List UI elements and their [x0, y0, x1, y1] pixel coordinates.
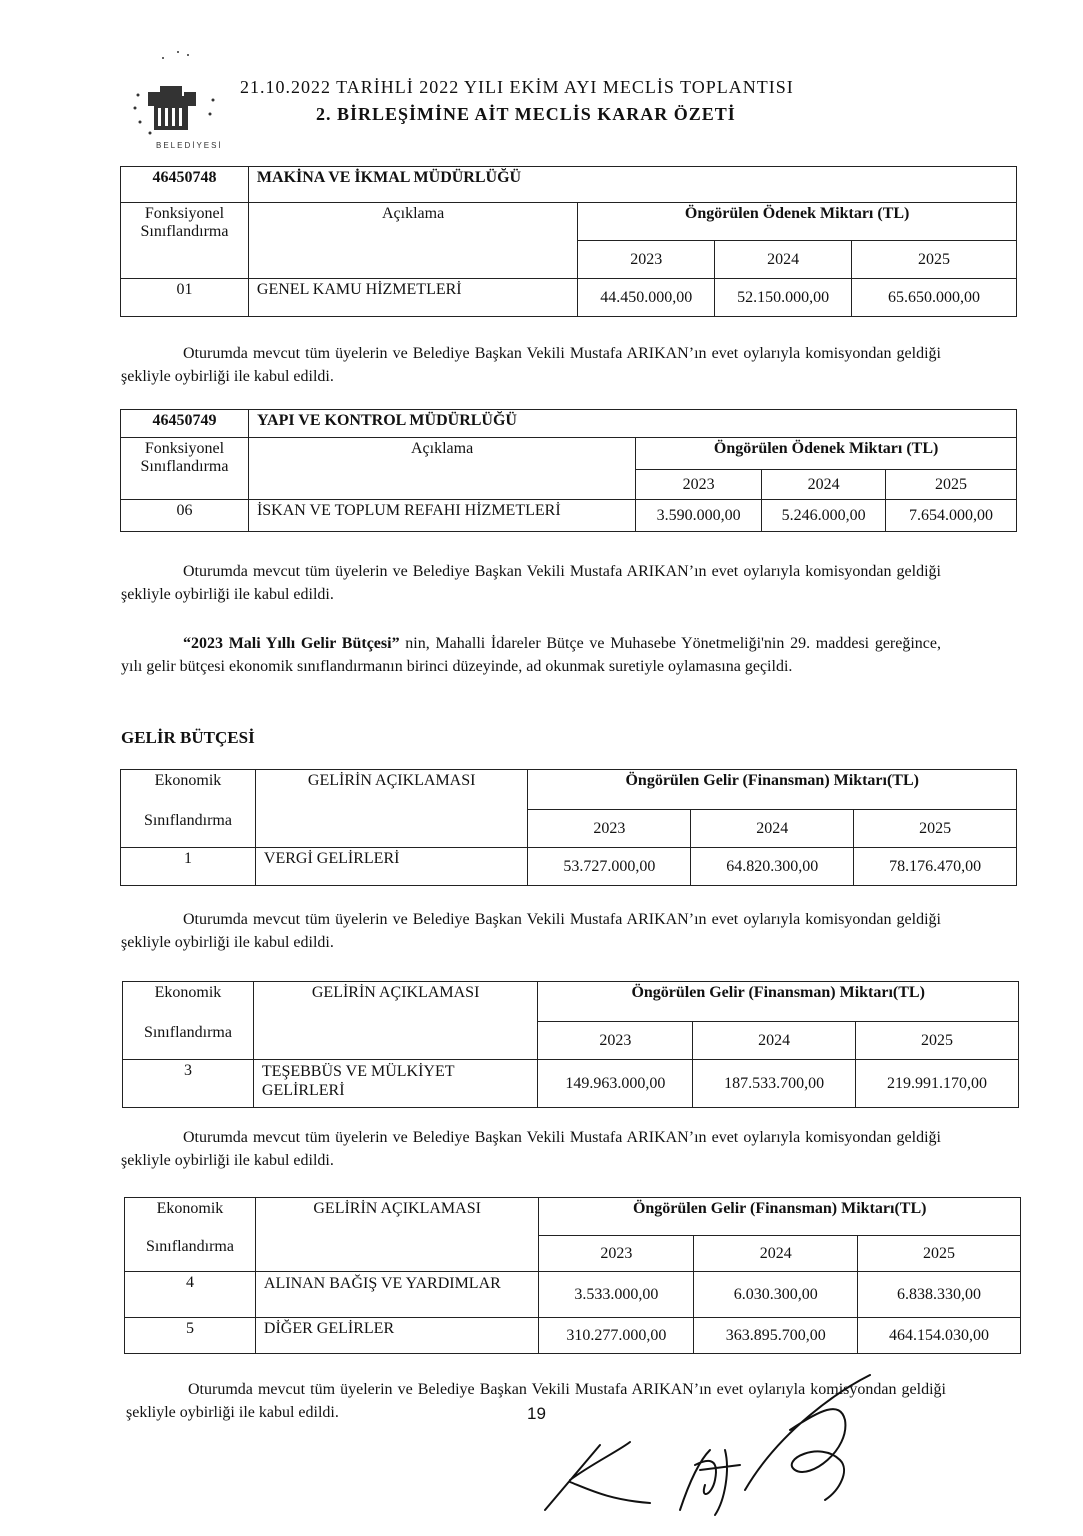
unit-title: YAPI VE KONTROL MÜDÜRLÜĞÜ: [248, 410, 1016, 438]
unit-code: 46450748: [121, 167, 249, 203]
section-title: GELİR BÜTÇESİ: [121, 728, 255, 747]
year-header: 2025: [854, 810, 1017, 848]
header-line-1: 21.10.2022 TARİHLİ 2022 YILI EKİM AYI MECLİS TOPLANTISI: [240, 77, 794, 97]
table-row: [123, 1060, 1019, 1108]
col-header-classification: Fonksiyonel Sınıflandırma: [121, 203, 249, 279]
approval-paragraph: Oturumda mevcut tüm üyelerin ve Belediye Başkan Vekili Mustafa ARIKAN’ın evet oylarıyla komisyondan geldiği şekliyle oybirliği ile kabul edildi.: [121, 911, 941, 951]
col-header-classification: Sınıflandırma: [123, 1022, 254, 1060]
row-description: TEŞEBBÜS VE MÜLKİYET GELİRLERİ: [253, 1060, 537, 1108]
year-header: 2024: [762, 470, 886, 500]
year-header: 2025: [852, 241, 1017, 279]
page-number: 19: [527, 1404, 546, 1423]
year-header: 2023: [578, 241, 715, 279]
handwritten-signatures: [540, 1370, 890, 1520]
year-header: 2023: [539, 1236, 694, 1272]
year-header: 2023: [636, 470, 762, 500]
row-value-2023: 44.450.000,00: [578, 279, 715, 317]
approval-paragraph: Oturumda mevcut tüm üyelerin ve Belediye Başkan Vekili Mustafa ARIKAN’ın evet oylarıyla komisyondan geldiği şekliyle oybirliği ile kabul edildi.: [121, 345, 941, 385]
row-value-2025: 219.991.170,00: [856, 1060, 1019, 1108]
municipality-seal-logo: [118, 40, 228, 150]
col-header-amount: Öngörülen Gelir (Finansman) Miktarı(TL): [528, 770, 1017, 810]
document-header: [240, 74, 880, 128]
row-value-2025: 7.654.000,00: [886, 500, 1017, 532]
revenue-table-3: [124, 1197, 1021, 1354]
svg-text:BELEDİYESİ: BELEDİYESİ: [156, 141, 223, 150]
row-description: İSKAN VE TOPLUM REFAHI HİZMETLERİ: [248, 500, 635, 532]
year-header: 2024: [694, 1236, 858, 1272]
year-header: 2023: [538, 1022, 693, 1060]
row-value-2023: 310.277.000,00: [539, 1318, 694, 1354]
budget-intro-rest: nin, Mahalli İdareler Bütçe ve Muhasebe Yönetmeliği'nin 29. maddesi gereğince, yılı gelir bütçesi ekonomik sınıflandırmanın birinci düzeyinde, ad okunmak suretiyle oylamasına geçildi.: [121, 635, 942, 675]
row-value-2024: 187.533.700,00: [693, 1060, 856, 1108]
row-value-2025: 6.838.330,00: [858, 1272, 1021, 1318]
year-header: 2025: [858, 1236, 1021, 1272]
row-code: 3: [123, 1060, 254, 1108]
row-description: GENEL KAMU HİZMETLERİ: [248, 279, 577, 317]
row-code: 5: [125, 1318, 256, 1354]
row-value-2024: 363.895.700,00: [694, 1318, 858, 1354]
row-code: 1: [121, 848, 256, 886]
year-header: 2023: [528, 810, 691, 848]
row-value-2023: 3.533.000,00: [539, 1272, 694, 1318]
row-value-2025: 464.154.030,00: [858, 1318, 1021, 1354]
row-value-2024: 6.030.300,00: [694, 1272, 858, 1318]
row-description: DİĞER GELİRLER: [255, 1318, 538, 1354]
approval-paragraph: Oturumda mevcut tüm üyelerin ve Belediye Başkan Vekili Mustafa ARIKAN’ın evet oylarıyla komisyondan geldiği şekliyle oybirliği ile kabul edildi.: [121, 1129, 941, 1169]
unit-title: MAKİNA VE İKMAL MÜDÜRLÜĞÜ: [248, 167, 1016, 203]
row-value-2024: 5.246.000,00: [762, 500, 886, 532]
col-header-description: Açıklama: [248, 203, 577, 279]
budget-intro-paragraph: [121, 632, 941, 678]
year-header: 2025: [856, 1022, 1019, 1060]
col-header-classification: Fonksiyonel Sınıflandırma: [121, 438, 249, 500]
row-code: 01: [121, 279, 249, 317]
col-header-amount: Öngörülen Ödenek Miktarı (TL): [578, 203, 1017, 241]
year-header: 2024: [693, 1022, 856, 1060]
table-row: [121, 848, 1017, 886]
row-value-2023: 149.963.000,00: [538, 1060, 693, 1108]
table-row: [121, 279, 1017, 317]
col-header-amount: Öngörülen Ödenek Miktarı (TL): [636, 438, 1017, 470]
col-header-economic: Ekonomik: [125, 1198, 256, 1236]
row-description: VERGİ GELİRLERİ: [255, 848, 528, 886]
col-header-classification: Sınıflandırma: [121, 810, 256, 848]
table-row: [121, 500, 1017, 532]
table-row: [125, 1318, 1021, 1354]
budget-intro-bold: “2023 Mali Yıllı Gelir Bütçesi”: [183, 635, 400, 652]
row-value-2024: 52.150.000,00: [715, 279, 852, 317]
revenue-table-1: [120, 769, 1017, 886]
budget-table-makina: [120, 166, 1017, 317]
revenue-table-2: [122, 981, 1019, 1108]
col-header-description: GELİRİN AÇIKLAMASI: [255, 1198, 538, 1272]
header-line-2: 2. BİRLEŞİMİNE AİT MECLİS KARAR ÖZETİ: [316, 104, 736, 124]
row-code: 4: [125, 1272, 256, 1318]
row-value-2023: 53.727.000,00: [528, 848, 691, 886]
col-header-economic: Ekonomik: [123, 982, 254, 1022]
unit-code: 46450749: [121, 410, 249, 438]
table-row: [125, 1272, 1021, 1318]
year-header: 2024: [691, 810, 854, 848]
row-value-2024: 64.820.300,00: [691, 848, 854, 886]
row-value-2025: 65.650.000,00: [852, 279, 1017, 317]
col-header-classification: Sınıflandırma: [125, 1236, 256, 1272]
col-header-amount: Öngörülen Gelir (Finansman) Miktarı(TL): [538, 982, 1019, 1022]
col-header-description: Açıklama: [248, 438, 635, 500]
year-header: 2025: [886, 470, 1017, 500]
col-header-amount: Öngörülen Gelir (Finansman) Miktarı(TL): [539, 1198, 1021, 1236]
row-description: ALINAN BAĞIŞ VE YARDIMLAR: [255, 1272, 538, 1318]
col-header-description: GELİRİN AÇIKLAMASI: [253, 982, 537, 1060]
year-header: 2024: [715, 241, 852, 279]
col-header-description: GELİRİN AÇIKLAMASI: [255, 770, 528, 848]
col-header-economic: Ekonomik: [121, 770, 256, 810]
row-code: 06: [121, 500, 249, 532]
budget-table-yapi: [120, 409, 1017, 532]
approval-paragraph: Oturumda mevcut tüm üyelerin ve Belediye Başkan Vekili Mustafa ARIKAN’ın evet oylarıyla komisyondan geldiği şekliyle oybirliği ile kabul edildi.: [126, 1381, 946, 1421]
row-value-2025: 78.176.470,00: [854, 848, 1017, 886]
row-value-2023: 3.590.000,00: [636, 500, 762, 532]
approval-paragraph: Oturumda mevcut tüm üyelerin ve Belediye Başkan Vekili Mustafa ARIKAN’ın evet oylarıyla komisyondan geldiği şekliyle oybirliği ile kabul edildi.: [121, 563, 941, 603]
